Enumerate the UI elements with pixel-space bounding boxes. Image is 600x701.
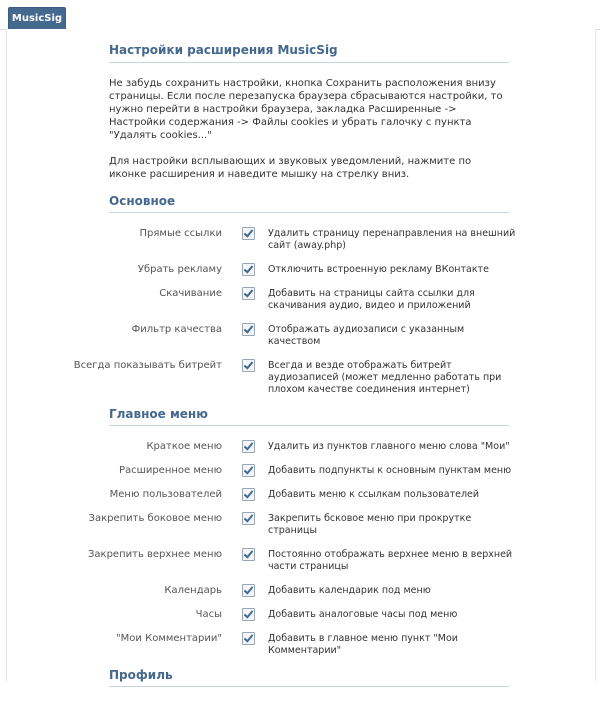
setting-label: Календарь: [164, 585, 222, 596]
clock-checkbox[interactable]: [242, 608, 255, 621]
pin-side-menu-checkbox[interactable]: [242, 512, 255, 525]
setting-row: [7, 323, 595, 348]
setting-row: [7, 488, 595, 501]
setting-row: [7, 359, 595, 396]
settings-frame: [6, 29, 596, 681]
save-note: Не забудь сохранить настройки, кнопка Сохранить расположения внизу страницы. Если после перезапуска браузера сбрасываются настройки, то нужно перейти в настройки браузера, закладка Расширенные -> Настройки содержания -> Файлы cookies и убрать галочку с пункта "Удалять cookies...": [109, 78, 503, 141]
setting-row: [7, 440, 595, 453]
setting-desc: Добавить меню к ссылкам пользователей: [268, 489, 480, 500]
setting-label: Расширенное меню: [119, 465, 222, 476]
setting-desc: Всегда и везде отображать битрейт аудиозаписей (может медленно работать при плохом качестве соединения интернет): [268, 360, 502, 395]
setting-desc: Добавить календарик под меню: [268, 585, 431, 596]
setting-desc: Закрепить бсковое меню при прокрутке страницы: [268, 513, 472, 536]
setting-desc: Добавить подпункты к основным пунктам меню: [268, 465, 512, 476]
setting-desc: Добавить в главное меню пункт "Мои Комментарии": [268, 633, 458, 656]
section-basic-rows: [7, 227, 595, 396]
setting-label: Скачивание: [159, 288, 222, 299]
setting-row: [7, 227, 595, 252]
extended-menu-checkbox[interactable]: [242, 464, 255, 477]
calendar-checkbox[interactable]: [242, 584, 255, 597]
setting-label: Всегда показывать битрейт: [73, 360, 222, 371]
direct-links-checkbox[interactable]: [242, 227, 255, 240]
settings-content: [73, 43, 516, 701]
setting-label: Закрепить боковое меню: [88, 513, 222, 524]
setting-desc: Удалить страницу перенаправления на внешний сайт (away.php): [268, 228, 516, 251]
page-title: Настройки расширения MusicSig: [109, 43, 509, 63]
section-title-main-menu: Главное меню: [109, 407, 509, 426]
setting-label: Убрать рекламу: [137, 264, 222, 275]
setting-row: [7, 548, 595, 573]
setting-row: [7, 584, 595, 597]
setting-desc: Добавить аналоговые часы под меню: [268, 609, 458, 620]
setting-row: [7, 464, 595, 477]
setting-desc: Постоянно отображать верхнее меню в верхней части страницы: [268, 549, 513, 572]
setting-label: Часы: [195, 609, 222, 620]
user-menu-checkbox[interactable]: [242, 488, 255, 501]
setting-label: Закрепить верхнее меню: [88, 549, 222, 560]
setting-row: [7, 287, 595, 312]
setting-label: Фильтр качества: [131, 324, 222, 335]
setting-label: Прямые ссылки: [139, 228, 222, 239]
setting-desc: Удалить из пунктов главного меню слова "Мои": [268, 441, 510, 452]
section-title-profile: Профиль: [109, 668, 509, 687]
setting-desc: Добавить на страницы сайта ссылки для скачивания аудио, видео и приложений: [268, 288, 475, 311]
always-bitrate-checkbox[interactable]: [242, 359, 255, 372]
my-comments-checkbox[interactable]: [242, 632, 255, 645]
section-title-basic: Основное: [109, 194, 509, 213]
short-menu-checkbox[interactable]: [242, 440, 255, 453]
remove-ads-checkbox[interactable]: [242, 263, 255, 276]
setting-row: [7, 632, 595, 657]
quality-filter-checkbox[interactable]: [242, 323, 255, 336]
setting-desc: Отключить встроенную рекламу ВКонтакте: [268, 264, 489, 275]
section-main-menu-rows: [7, 440, 595, 657]
setting-label: Краткое меню: [146, 441, 222, 452]
setting-row: [7, 512, 595, 537]
tab-musicsig[interactable]: MusicSig: [8, 7, 66, 29]
setting-row: [7, 608, 595, 621]
notifications-note: Для настройки всплывающих и звуковых уведомлений, нажмите по иконке расширения и наведите мышку на стрелку вниз.: [109, 156, 472, 180]
setting-label: Меню пользователей: [109, 489, 222, 500]
setting-label: "Мои Комментарии": [116, 633, 222, 644]
tab-bar: [0, 0, 600, 30]
download-checkbox[interactable]: [242, 287, 255, 300]
setting-row: [7, 263, 595, 276]
setting-desc: Отображать аудиозаписи с указанным качеством: [268, 324, 465, 347]
pin-top-menu-checkbox[interactable]: [242, 548, 255, 561]
